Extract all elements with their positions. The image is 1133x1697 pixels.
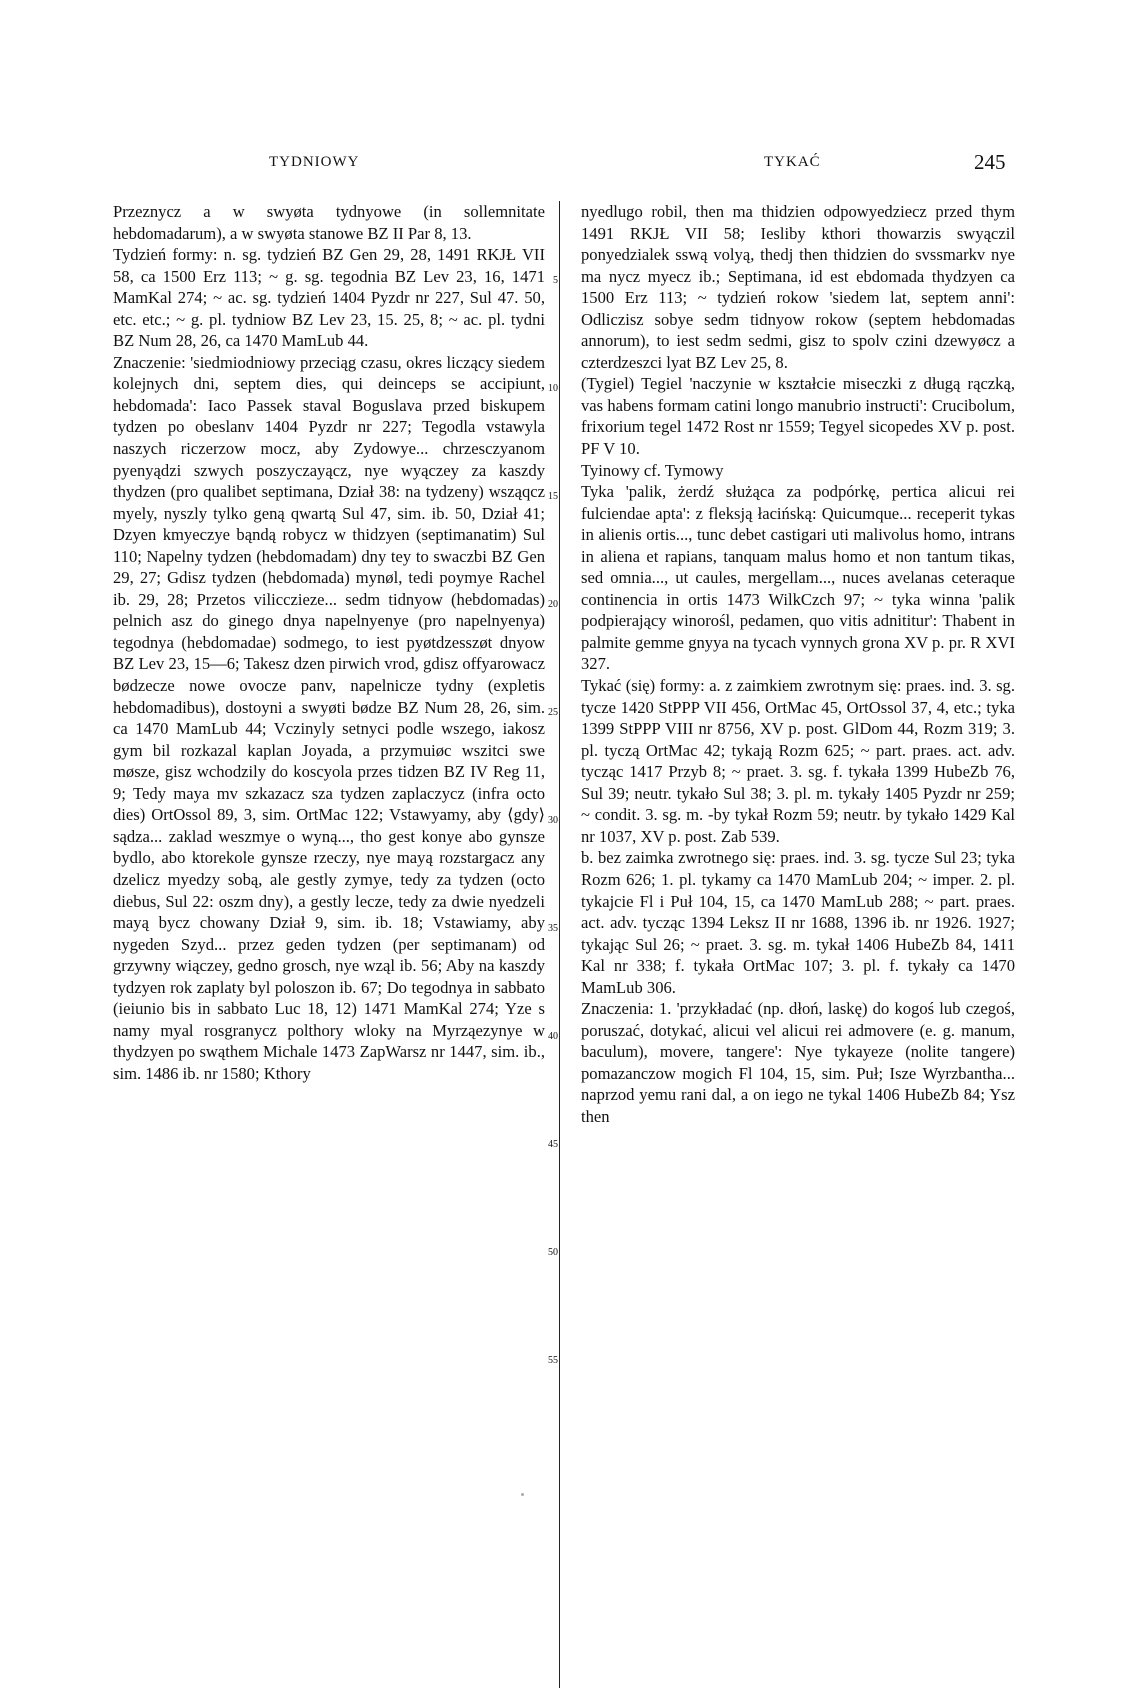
running-head-left: TYDNIOWY xyxy=(269,154,360,170)
line-number: 35 xyxy=(548,923,558,934)
entry-continuation: Przeznycz a w swyøta tydnyowe (in sollemnitate hebdomadarum), a w swyøta stanowe BZ II Par 8, 13. xyxy=(113,202,545,243)
entry-tydzien-meaning: Znaczenie: 'siedmiodniowy przeciąg czasu, okres liczący siedem kolejnych dni, septem dies, qui deinceps se accipiunt, hebdomada': Iaco Passek staval Boguslava przed biskupem tydzen po obeslanv 1404 Pyzdr nr 227; Tegodla vstawyla naszych riczerzow mocz, aby Zydowye... chrzesczyanom pyenyądzi szwych poszyczayącz, nye wyączey za kaszdy thydzen (pro qualibet septimana, Dział 38: na tydzeny) wsząqcz myely, nyszly tylko geną qwartą Sul 47, sim. ib. 50, Dział 41; Dzyen kmyeczye bąndą robycz w thidzyen (septimanatim) Sul 110; Napelny tydzen (hebdomadam) dny tey to swaczbi BZ Gen 29, 27; Gdisz tydzen (hebdomada) mynøl, tedi poymye Rachel ib. 29, 28; Przetos vilicczieze... sedm tidnyow (hebdomadas) pelnich asz do ginego dnya napelnyenye (pro napelnyenya) tegodnya (hebdomadae) sodmego, to iest pyøtdzesszøt dnyow BZ Lev 23, 15—6; Takesz dzen pirwich vrod, gdisz offyarowacz bødzecze nowe ovocze panv, napelnicze tydny (expletis hebdomadibus), dostoyni a swyøti bødze BZ Num 28, 26, sim. ca 1470 MamLub 44; Vczinyly setnyci podle wszego, iakosz gym bil rozkazal kaplan Joyada, a przymuiøc wszitci swe møsze, gisz wchodzily do koscyola przes tidzen BZ IV Reg 11, 9; Tedy maya mv szkazacz sza tydzen zaplaczycz (infra octo dies) OrtOssol 89, 3, sim. OrtMac 122; Vstawyamy, aby ⟨gdy⟩ sądza... zaklad weszmye o wyną..., tho gest konye abo gynsze bydlo, abo ktorekole gynsze rzeczy, nye mayą rozstargacz any dzelicz myedzy sobą, ale gestly zymye, tedy za tydzen (octo diebus, Sul 22: oszm dny), a gestly lecze, tedy za dwie nyedzeli mayą bycz chowany Dział 9, sim. ib. 18; Vstawiamy, aby nygeden Szyd... przez geden tydzen (per septimanam) od grzywny wiączey, gedno grosch, nye wząl ib. 56; Aby na kaszdy tydzyen rok zaplaty byl poloszon ib. 67; Do tegodnya in sabbato (ieiunio bis in sabbato Luc 18, 12) 1471 MamKal 274; Yze s namy myal rosgranycz polthory wloky na Myrząezynye w thydzyen po swąthem Michale 1473 ZapWarsz nr 1447, sim. ib., sim. 1486 ib. nr 1580; Kthory xyxy=(113,352,545,1083)
line-numbers xyxy=(546,201,558,1501)
page-header xyxy=(0,150,1133,180)
entry-tykac-forms-b: b. bez zaimka zwrotnego się: praes. ind. 3. sg. tycze Sul 23; tyka Rozm 626; 1. pl. tykamy ca 1470 MamLub 204; ~ imper. 2. pl. tykajcie Fl i Puł 104, 15, ca 1470 MamLub 288; ~ part. praes. act. adv. tycząc 1394 Leksz II nr 1688, 1396 ib. nr 1926. 1927; tykając Sul 26; ~ praet. 3. sg. m. tykał 1406 HubeZb 84, 1411 Kal nr 338; f. tykała OrtMac 107; 3. pl. f. tykały ca 1470 MamLub 306. xyxy=(581,848,1015,997)
line-number: 50 xyxy=(548,1247,558,1258)
entry-tydzien-forms: Tydzień formy: n. sg. tydzień BZ Gen 29, 28, 1491 RKJŁ VII 58, ca 1500 Erz 113; ~ g. sg. tegodnia BZ Lev 23, 16, 1471 MamKal 274; ~ ac. sg. tydzień 1404 Pyzdr nr 227, Sul 47. 50, etc. etc.; ~ g. pl. tydniow BZ Lev 23, 15. 25, 8; ~ ac. pl. tydni BZ Num 28, 26, ca 1470 MamLub 44. xyxy=(113,245,545,351)
column-divider xyxy=(559,201,560,1688)
line-number: 5 xyxy=(553,275,558,286)
page-speck xyxy=(521,1493,524,1496)
line-number: 20 xyxy=(548,599,558,610)
line-number: 55 xyxy=(548,1355,558,1366)
left-column xyxy=(113,201,545,1084)
running-head-right: TYKAĆ xyxy=(764,154,821,170)
line-number: 10 xyxy=(548,383,558,394)
line-number: 45 xyxy=(548,1139,558,1150)
entry-tyinowy: Tyinowy cf. Tymowy xyxy=(581,460,724,480)
entry-tykac-forms-a: Tykać (się) formy: a. z zaimkiem zwrotnym się: praes. ind. 3. sg. tycze 1420 StPPP VII 456, OrtMac 45, OrtOssol 37, 4, etc.; tyka 1399 StPPP VIII nr 8756, XV p. post. GlDom 44, Rozm 319; 3. pl. tyczą OrtMac 42; tykają Rozm 625; ~ part. praes. act. adv. tycząc 1417 Przyb 8; ~ praet. 3. sg. f. tykała 1399 HubeZb 76, Sul 39; neutr. tykało Sul 38; 3. pl. m. tykały 1405 Pyzdr nr 259; ~ condit. 3. sg. m. -by tykał Rozm 59; neutr. by tykało 1429 Kal nr 1037, XV p. post. Zab 539. xyxy=(581,676,1015,846)
entry-tykac-meanings: Znaczenia: 1. 'przykładać (np. dłoń, laskę) do kogoś lub czegoś, poruszać, dotykać, alicui vel alicui rei admovere (e. g. manum, baculum), movere, tangere': Nye tykayeze (nolite tangere) pomazanczow mogich Fl 104, 15, sim. Puł; Isze Wyrzbantha... naprzod yemu rani dal, a on iego ne tykal 1406 HubeZb 84; Ysz then xyxy=(581,999,1015,1126)
entry-tyka: Tyka 'palik, żerdź służąca za podpórkę, pertica alicui rei fulciendae apta': z fleksją łacińską: Quicumque... receperit tykas in alienis ortis..., tunc debet castigari uti malivolus homo, intrans in aliena et rapians, tanquam malus homo et non tantum tikas, sed omnia..., ut caules, mergellam..., nuces avelanas ceteraque continencia in ortis 1473 WilkCzch 97; ~ tyka winna 'palik podpierający winorośl, pedamen, quo vitis adnititur': Thabent in palmite gemme gnyya na tycach vynnych grona XV p. pr. R XVI 327. xyxy=(581,482,1015,674)
line-number: 25 xyxy=(548,707,558,718)
entry-continuation-right: nyedlugo robil, then ma thidzien odpowyedziecz przed thym 1491 RKJŁ VII 58; Iesliby kthori thowarzis swyączil ponyedzialek sswą volyą, thedj then thidzien do svssmarkv nye ma nycz myecz ib.; Septimana, id est ebdomada thydzyen ca 1500 Erz 113; ~ tydzień rokow 'siedem lat, septem anni': Odliczisz sobye sedm tidnyow rokow (septem hebdomadas annorum), to iest sedm sedmi, gisz to spolv czini dzewyøcz a czterdzeszci lyat BZ Lev 25, 8. xyxy=(581,202,1015,372)
right-column xyxy=(581,201,1015,1128)
line-number: 15 xyxy=(548,491,558,502)
page-number: 245 xyxy=(974,150,1006,174)
line-number: 40 xyxy=(548,1031,558,1042)
entry-tygiel: (Tygiel) Tegiel 'naczynie w kształcie miseczki z długą rączką, vas habens formam catini longo manubrio instructi': Crucibolum, frixorium tegel 1472 Rost nr 1559; Tegyel sicopedes XV p. post. PF V 10. xyxy=(581,374,1015,459)
line-number: 30 xyxy=(548,815,558,826)
